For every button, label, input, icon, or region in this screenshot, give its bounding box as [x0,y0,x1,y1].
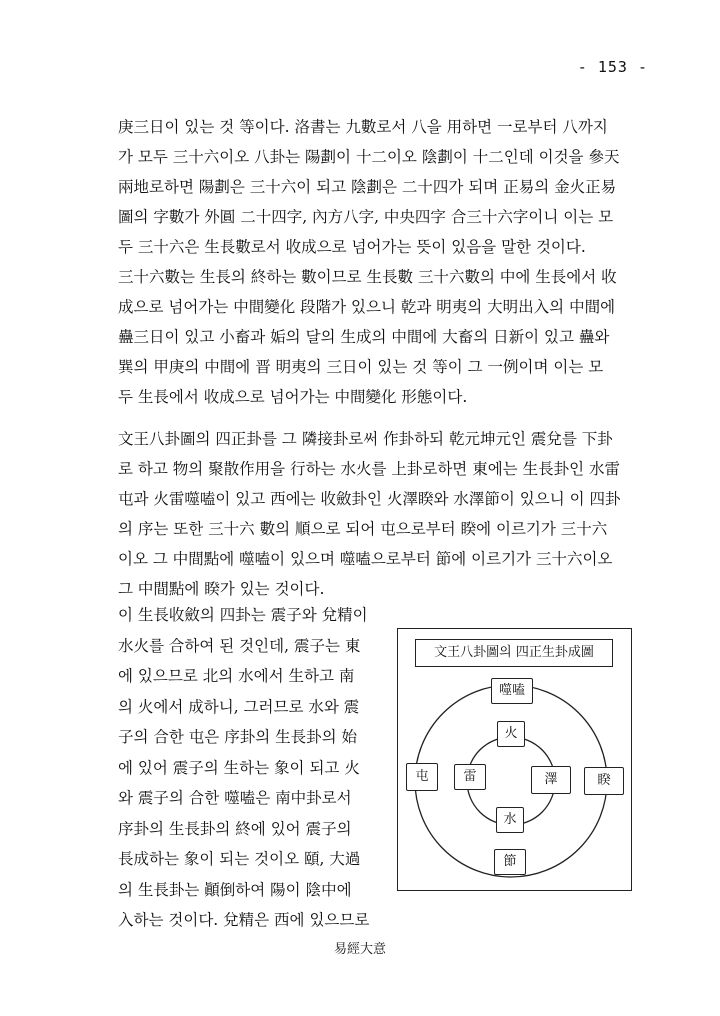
left-column-text [118,600,390,936]
paragraph-line: 가 모두 三十六이오 八卦는 陽劃이 十二이오 陰劃이 十二인데 이것을 參天 [118,148,620,166]
paragraph-line: 文王八卦圖의 四正卦를 그 隣接卦로써 作卦하되 乾元坤元인 震兌를 下卦 [118,430,613,448]
paragraph-line: 三十六數는 生長의 終하는 數이므로 生長數 三十六數의 中에 生長에서 收 [118,268,617,286]
inner-bottom-label: 水 [496,807,524,833]
paragraph-line: 로 하고 物의 聚散作用을 行하는 水火를 上卦로하면 東에는 生長卦인 水雷 [118,460,620,478]
paragraph-line: 圖의 字數가 外圓 二十四字, 內方八字, 中央四字 合三十六字이니 이는 모 [118,208,614,226]
outer-top-label: 噬嗑 [491,678,533,704]
paragraph-line: 巽의 甲庚의 中間에 晋 明夷의 三日이 있는 것 等이 그 一例이며 이는 모 [118,358,604,376]
paragraph-line: 兩地로하면 陽劃은 三十六이 되고 陰劃은 二十四가 되며 正易의 金火正易 [118,178,617,196]
diagram-title: 文王八卦圖의 四正生卦成圖 [415,639,613,667]
paragraph-line: 子의 合한 屯은 序卦의 生長卦의 始 [118,728,358,746]
outer-bottom-label: 節 [494,849,526,875]
paragraph-line: 入하는 것이다. 兌精은 西에 있으므로 [118,911,370,929]
paragraph-line: 屯과 火雷噬嗑이 있고 西에는 收斂卦인 火澤睽와 水澤節이 있으니 이 四卦 [118,490,621,508]
paragraph-1 [118,112,638,262]
paragraph-line: 이 生長收斂의 四卦는 震子와 兌精이 [118,606,368,624]
paragraph-line: 成으로 넘어가는 中間變化 段階가 있으니 乾과 明夷의 大明出入의 中間에 [118,298,616,316]
paragraph-line: 의 序는 또한 三十六 數의 順으로 되어 屯으로부터 睽에 이르기가 三十六 [118,520,608,538]
paragraph-line: 蠱三日이 있고 小畜과 姤의 달의 生成의 中間에 大畜의 日新이 있고 蠱와 [118,328,610,346]
paragraph-line: 두 生長에서 收成으로 넘어가는 中間變化 形態이다. [118,388,468,406]
paragraph-line: 그 中間點에 睽가 있는 것이다. [118,580,325,598]
footer-title: 易經大意 [333,942,386,957]
paragraph-line: 水火를 合하여 된 것인데, 震子는 東 [118,636,361,655]
inner-top-label: 火 [497,721,525,747]
trigram-diagram [397,628,632,891]
paragraph-line: 두 三十六은 生長數로서 收成으로 넘어가는 뜻이 있음을 말한 것이다. [118,238,586,256]
paragraph-line: 序卦의 生長卦의 終에 있어 震子의 [118,819,352,838]
paragraph-line: 의 火에서 成하니, 그러므로 水와 震 [118,697,360,716]
paragraph-line: 와 震子의 合한 噬嗑은 南中卦로서 [118,789,352,807]
inner-left-label: 雷 [454,764,486,790]
paragraph-line: 에 있으므로 北의 水에서 生하고 南 [118,667,355,685]
paragraph-line: 庚三日이 있는 것 等이다. 洛書는 九數로서 八을 用하면 一로부터 八까지 [118,118,608,136]
page-number: - 153 - [577,58,648,76]
paragraph-3 [118,424,638,604]
paragraph-line: 長成하는 象이 되는 것이오 頤, 大過 [118,850,361,868]
paragraph-line: 에 있어 震子의 生하는 象이 되고 火 [118,758,360,777]
inner-right-label: 澤 [531,766,571,794]
paragraph-line: 이오 그 中間點에 噬嗑이 있으며 噬嗑으로부터 節에 이르기가 三十六이오 [118,550,613,568]
paragraph-2 [118,262,638,412]
outer-right-label: 睽 [584,767,624,795]
outer-left-label: 屯 [406,763,438,791]
paragraph-line: 의 生長卦는 顚倒하여 陽이 陰中에 [118,880,352,899]
